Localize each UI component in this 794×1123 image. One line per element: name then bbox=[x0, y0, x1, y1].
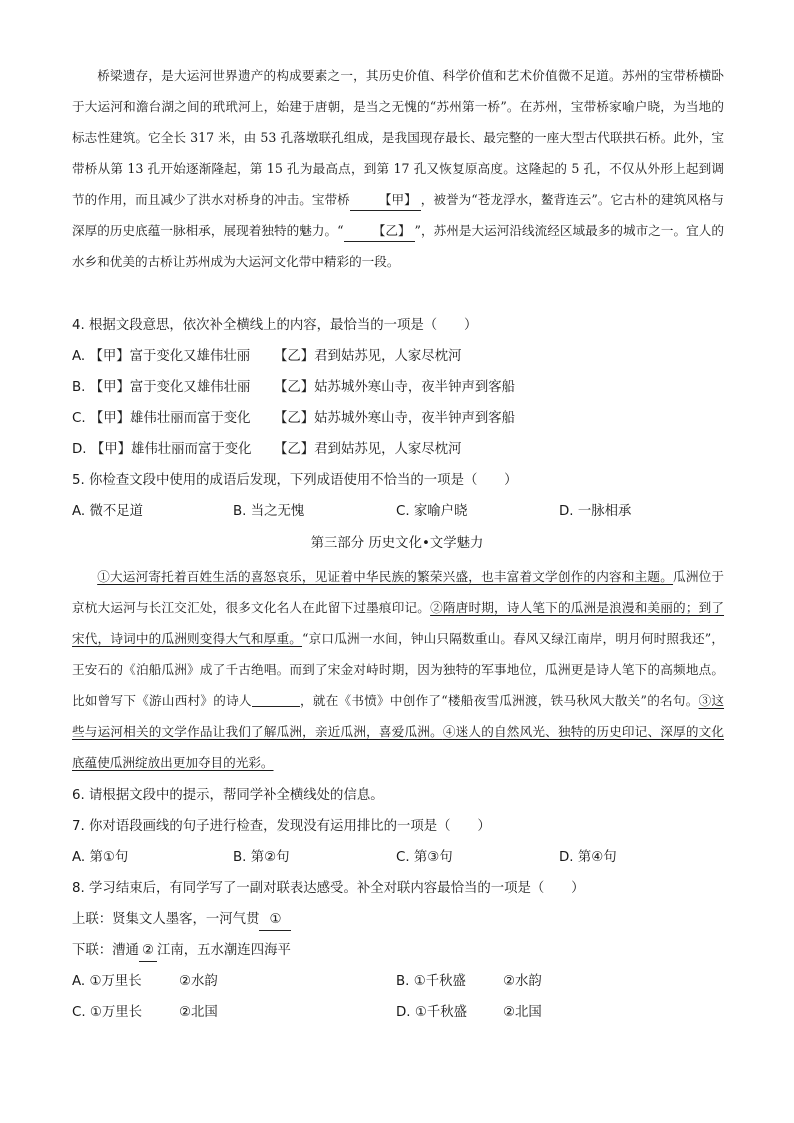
passage-bridge bbox=[72, 60, 724, 277]
q4-option-c[interactable]: C. 【甲】雄伟壮丽而富于变化 【乙】姑苏城外寒山寺，夜半钟声到客船 bbox=[72, 411, 516, 426]
q5-stem: 5. 你检查文段中使用的成语后发现，下列成语使用不恰当的一项是（ ） bbox=[72, 473, 518, 488]
q5-option-a[interactable]: A. 微不足道 bbox=[72, 504, 143, 519]
underlined-sentence-1: ①大运河寄托着百姓生活的喜怒哀乐，见证着中华民族的繁荣兴盛，也丰富着文学创作的内容和主题。 bbox=[97, 569, 674, 584]
q5-option-b[interactable]: B. 当之无愧 bbox=[233, 504, 305, 519]
passage-guazhou: ①大运河寄托着百姓生活的喜怒哀乐，见证着中华民族的繁荣兴盛，也丰富着文学创作的内容和主题。瓜洲位于京杭大运河与长江交汇处，很多文化名人在此留下过墨痕印记。②隋唐时期，诗人笔下的瓜洲是浪漫和美丽的；到了宋代，诗词中的瓜洲则变得大气和厚重。“京口瓜洲一水间，钟山只隔数重山。春风又绿江南岸，明月何时照我还”，王安石的《泊船瓜洲》成了千古绝唱。而到了宋金对峙时期，因为独特的军事地位，瓜洲更是诗人笔下的高频地点。比如曾写下《游山西村》的诗人 ，就在《书愤》中创作了“楼船夜雪瓜洲渡，铁马秋风大散关”的名句。③这些与运河相关的文学作品让我们了解瓜洲，亲近瓜洲，喜爱瓜洲。④迷人的自然风光、独特的历史印记、深厚的文化底蕴使瓜洲绽放出更加夺目的光彩。 bbox=[72, 569, 725, 770]
q7-option-b[interactable]: B. 第②句 bbox=[233, 850, 290, 865]
q6-stem: 6. 请根据文段中的提示，帮同学补全横线处的信息。 bbox=[72, 788, 384, 803]
q8-option-d[interactable]: D. ①千秋盛 ②北国 bbox=[396, 1005, 542, 1020]
q4-option-d[interactable]: D. 【甲】雄伟壮丽而富于变化 【乙】君到姑苏见，人家尽枕河 bbox=[72, 442, 462, 457]
q8-option-b[interactable]: B. ①千秋盛 ②水韵 bbox=[396, 974, 542, 989]
q8-option-a[interactable]: A. ①万里长 ②水韵 bbox=[72, 974, 218, 989]
q7-option-d[interactable]: D. 第④句 bbox=[559, 850, 617, 865]
section-title: 第三部分 历史文化•文学魅力 bbox=[310, 536, 484, 551]
q7-option-c[interactable]: C. 第③句 bbox=[396, 850, 453, 865]
underlined-sentence-3: ③这些与运河相关的文学作品让我们了解瓜洲，亲近瓜洲，喜爱瓜洲。 bbox=[72, 693, 725, 739]
q4-option-a[interactable]: A. 【甲】富于变化又雄伟壮丽 【乙】君到姑苏见，人家尽枕河 bbox=[72, 349, 462, 364]
q7-stem: 7. 你对语段画线的句子进行检查，发现没有运用排比的一项是（ ） bbox=[72, 819, 491, 834]
q4-stem: 4. 根据文段意思，依次补全横线上的内容，最恰当的一项是（ ） bbox=[72, 318, 478, 333]
poet-blank[interactable] bbox=[252, 692, 300, 707]
couplet-lower: 下联：漕通 ② 江南，五水潮连四海平 bbox=[72, 941, 291, 962]
blank-jia: 【甲】 bbox=[350, 190, 421, 211]
blank-yi: 【乙】 bbox=[344, 221, 415, 242]
couplet-upper: 上联：贤集文人墨客，一河气贯 ① bbox=[72, 910, 291, 931]
couplet-blank-2[interactable]: ② bbox=[139, 941, 157, 962]
q7-option-a[interactable]: A. 第①句 bbox=[72, 850, 129, 865]
underlined-sentence-4: ④迷人的自然风光、独特的历史印记、深厚的文化底蕴使瓜洲绽放出更加夺目的光彩。 bbox=[72, 724, 725, 770]
passage-bridge-text-3: ”，苏州是大运河沿线流经区域最多的城市之一。宜人的水乡和优美的古桥让苏州成为大运河文化带中精彩的一段。 bbox=[72, 223, 724, 269]
q5-option-c[interactable]: C. 家喻户晓 bbox=[396, 504, 468, 519]
q8-option-c[interactable]: C. ①万里长 ②北国 bbox=[72, 1005, 218, 1020]
q8-stem: 8. 学习结束后，有同学写了一副对联表达感受。补全对联内容最恰当的一项是（ ） bbox=[72, 881, 585, 896]
couplet-blank-1[interactable]: ① bbox=[259, 910, 291, 931]
q4-option-b[interactable]: B. 【甲】富于变化又雄伟壮丽 【乙】姑苏城外寒山寺，夜半钟声到客船 bbox=[72, 380, 516, 395]
underlined-sentence-2: ②隋唐时期，诗人笔下的瓜洲是浪漫和美丽的；到了宋代，诗词中的瓜洲则变得大气和厚重。 bbox=[72, 600, 725, 646]
passage-bridge-text-1: 桥梁遗存，是大运河世界遗产的构成要素之一，其历史价值、科学价值和艺术价值微不足道。苏州的宝带桥横卧于大运河和澹台湖之间的玳玳河上，始建于唐朝，是当之无愧的“苏州第一桥”。在苏州，宝带桥家喻户晓，为当地的标志性建筑。它全长 317 米，由 53 孔落墩联孔组成，是我国现存最长、最完整的一座大型古代联拱石桥。此外，宝带桥从第 13 孔开始逐渐隆起，第 15 孔为最高点，到第 17 孔又恢复原高度。这隆起的 5 孔，不仅从外形上起到调节的作用，而且减少了洪水对桥身的冲击。宝带桥 bbox=[72, 68, 724, 207]
passage-bridge-text-2: ，被誉为“苍龙浮水，鳌背连云”。它古朴的建筑风格与深厚的历史底蕴一脉相承，展现着独特的魅力。“ bbox=[72, 192, 724, 238]
q5-option-d[interactable]: D. 一脉相承 bbox=[559, 504, 632, 519]
